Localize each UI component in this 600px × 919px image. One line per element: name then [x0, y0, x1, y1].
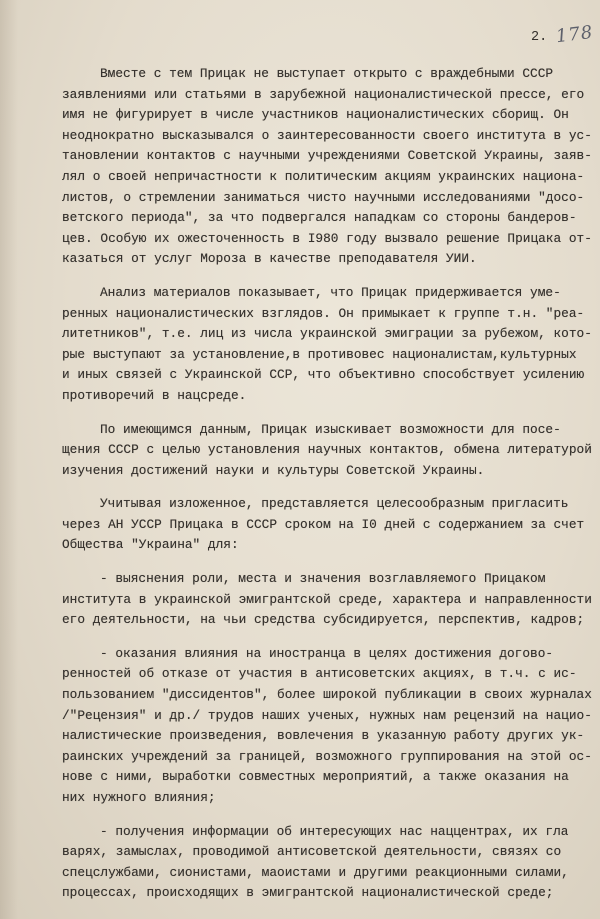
text-line: раинских учреждений за границей, возможного группирования на этой ос-	[62, 748, 592, 764]
paragraph	[62, 494, 598, 556]
paragraph	[62, 420, 598, 482]
text-line: и иных связей с Украинской ССР, что объективно способствует усилению	[62, 367, 585, 383]
text-line: института в украинской эмигрантской среде, характера и направленности	[62, 591, 592, 607]
text-line: - выяснения роли, места и значения возглавляемого Прицаком	[100, 571, 546, 587]
text-line: изучения достижений науки и культуры Советской Украины.	[62, 462, 485, 478]
text-line: Вместе с тем Прицак не выступает открыто с враждебными СССР	[100, 66, 554, 81]
text-line: - оказания влияния на иностранца в целях достижения догово-	[100, 645, 554, 661]
text-line: /"Рецензия" и др./ трудов наших ученых, нужных нам рецензий на нацио-	[62, 707, 592, 723]
page-number: 2.	[531, 30, 548, 45]
text-line: цев. Особую их ожесточенность в I980 году вызвало решение Прицака от-	[62, 230, 592, 246]
text-line: варях, замыслах, проводимой антисоветской деятельности, связях со	[62, 844, 562, 860]
text-line: них нужного влияния;	[62, 790, 216, 805]
text-line: противоречий в нацсреде.	[62, 387, 247, 403]
text-line: ренностей об отказе от участия в антисоветских акциях, в т.ч. с ис-	[62, 666, 577, 682]
list-item	[62, 822, 598, 904]
text-line: Учитывая изложенное, представляется целесообразным пригласить	[100, 496, 569, 512]
text-line: литетников", т.е. лиц из числа украинской эмиграции за рубежом, кото-	[62, 326, 592, 342]
text-line: Анализ материалов показывает, что Прицак придерживается уме-	[100, 284, 561, 300]
text-line: имя не фигурирует в числе участников националистических сборищ. Он	[62, 107, 569, 123]
text-line: казаться от услуг Мороза в качестве преподавателя УИИ.	[62, 251, 477, 267]
paragraph	[62, 283, 598, 407]
text-line: через АН УССР Прицака в СССР сроком на I0 дней с содержанием за счет	[62, 516, 585, 532]
text-line: процессах, происходящих в эмигрантской националистической среде;	[62, 885, 554, 901]
text-line: заявлениями или статьями в зарубежной националистической прессе, его	[62, 86, 585, 102]
text-line: налистические произведения, вовлечения в указанную работу других ук-	[62, 728, 585, 744]
text-line: ренных националистических взглядов. Он примыкает к группе т.н. "реа-	[62, 305, 585, 321]
document-body	[62, 64, 598, 904]
paragraph	[62, 64, 598, 270]
folio-number: 178	[554, 21, 595, 48]
text-line: лял о своей непричастности к политическим акциям украинских национа-	[62, 168, 585, 184]
text-line: рые выступают за установление,в противовес националистам,культурных	[62, 346, 577, 362]
text-line: По имеющимся данным, Прицак изыскивает возможности для посе-	[100, 421, 561, 437]
text-line: щения СССР с целью установления научных контактов, обмена литературой	[62, 442, 592, 458]
text-line: неоднократно высказывался о заинтересованности своего института в ус-	[62, 127, 592, 143]
text-line: - получения информации об интересующих нас наццентрах, их гла	[100, 823, 569, 839]
text-line: его деятельности, на чьи средства субсидируется, перспектив, кадров;	[62, 612, 585, 628]
list-item	[62, 569, 598, 631]
text-line: нове с ними, выработки совместных мероприятий, а также оказания на	[62, 769, 569, 785]
list-item	[62, 644, 598, 809]
text-line: Общества "Украина" для:	[62, 537, 239, 553]
text-line: пользованием "диссидентов", более широкой публикации в своих журналах	[62, 687, 592, 703]
text-line: тановлении контактов с научными учреждениями Советской Украины, заяв-	[62, 148, 592, 164]
text-line: листов, о стремлении заниматься чисто научными исследованиями "досо-	[62, 189, 585, 205]
text-line: спецслужбами, сионистами, маоистами и другими реакционными силами,	[62, 864, 569, 880]
text-line: ветского периода", за что подвергался нападкам со стороны бандеров-	[62, 210, 577, 226]
